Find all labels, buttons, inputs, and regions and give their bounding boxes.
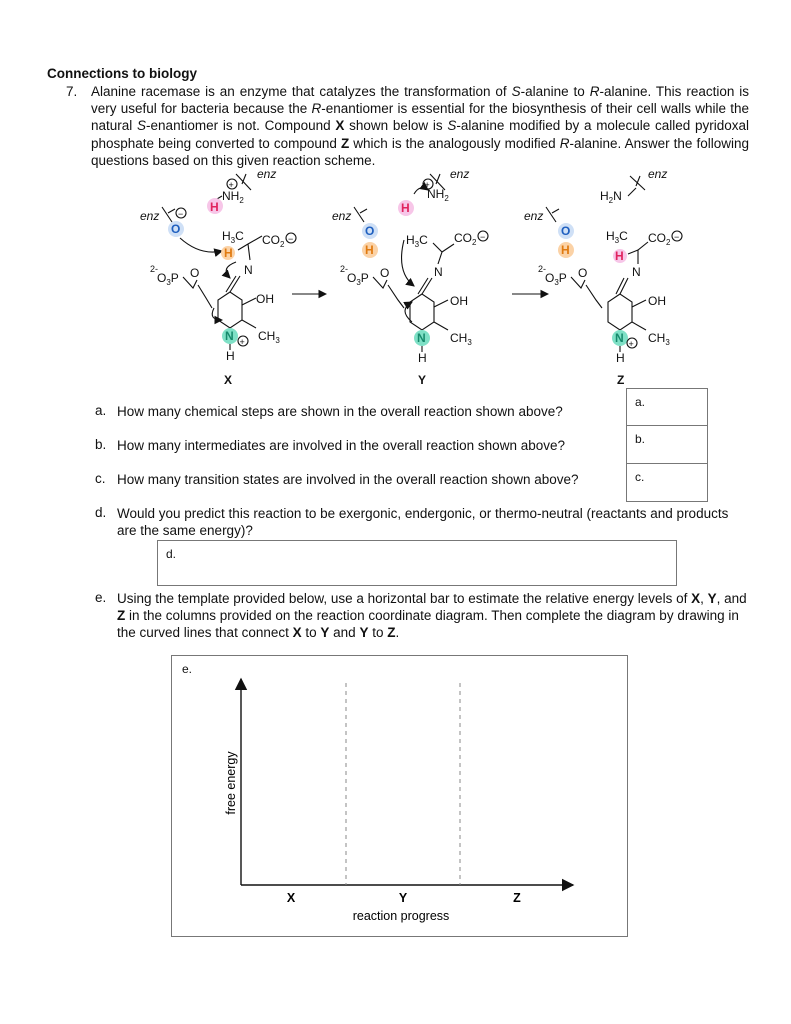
svg-text:H: H [226,349,235,363]
reaction-coordinate-diagram [171,655,627,936]
svg-text:H: H [616,351,625,365]
svg-text:enz: enz [648,167,668,181]
structure-z [524,167,682,387]
x-tick-y: Y [398,891,408,905]
svg-text:CH3: $CH_3$ [258,329,280,345]
question-c-text: How many transition states are involved in the overall reaction shown above? [117,472,579,487]
svg-text:H: H [365,243,374,257]
svg-text:2-: 2- [150,264,159,274]
svg-text:NH2: $NH_2$ [427,187,449,203]
svg-text:−: − [480,232,486,242]
svg-text:O3P: $O_3P$ [347,271,369,287]
svg-text:H: H [561,243,570,257]
question-e-text: Using the template provided below, use a horizontal bar to estimate the relative energy levels of X, Y, and Z in the columns provided on the reaction coordinate diagram. Then complete the diagram by drawing in the curved lines that connect X to Y and Y to Z. [117,591,747,640]
svg-text:N: N [632,265,641,279]
svg-text:+: + [228,180,234,190]
svg-text:−: − [288,234,294,244]
x-axis-label: reaction progress [352,909,450,923]
answer-e-diagram-box[interactable]: e. [171,655,628,937]
svg-text:CO2: $CO_2$ [648,231,671,247]
svg-text:+: + [239,337,245,347]
svg-text:OH: OH [256,292,274,306]
question-b-letter: b. [95,437,107,452]
svg-text:O3P: $O_3P$ [545,271,567,287]
svg-text:OH: OH [648,294,666,308]
svg-text:H: H [224,246,233,260]
question-a-text: How many chemical steps are shown in the overall reaction shown above? [117,404,563,419]
svg-text:H: H [615,249,624,263]
svg-text:OH: OH [450,294,468,308]
svg-text:O: O [578,266,588,280]
answer-d-field[interactable]: d. [157,540,677,586]
svg-text:H3C: $H_3C$ [606,229,628,245]
svg-text:enz: enz [450,167,470,181]
svg-text:N: N [417,331,426,345]
answer-box-abc [626,388,708,502]
svg-text:2-: 2- [340,264,349,274]
svg-text:O3P: $O_3P$ [157,271,179,287]
svg-text:enz: enz [140,209,160,223]
x-tick-z: Z [513,891,521,905]
svg-text:O: O [380,266,390,280]
svg-text:−: − [674,232,680,242]
question-d-letter: d. [95,505,107,520]
svg-text:H3C: $H_3C$ [406,233,428,249]
svg-text:O: O [365,224,375,238]
intro-paragraph: Alanine racemase is an enzyme that catalyzes the transformation of S-alanine to R-alanine. This reaction is very useful for bacteria because the R-enantiomer is essential for the biosynthesis of their cell walls while the natural S-enantiomer is not. Compound X shown below is S-alanine modified by a molecule called pyridoxal phosphate being converted to compound Z which is the analogously modified R-alanine. Answer the following questions based on this given reaction scheme. [91,84,750,168]
svg-text:NH2: $NH_2$ [222,189,244,205]
question-e-letter: e. [95,590,107,605]
svg-text:CH3: $CH_3$ [450,331,472,347]
answer-c-field[interactable]: c. [635,470,645,484]
svg-text:N: N [434,265,443,279]
label-x: X [224,373,233,387]
svg-text:CO2: $CO_2$ [454,231,477,247]
x-tick-x: X [286,891,296,905]
question-a-letter: a. [95,403,107,418]
svg-text:H3C: $H_3C$ [222,229,244,245]
answer-a-field[interactable]: a. [635,395,646,409]
svg-text:CO2: $CO_2$ [262,233,285,249]
svg-text:O: O [171,222,181,236]
svg-text:H2N: $H_2N$ [600,189,622,205]
svg-text:N: N [615,331,624,345]
svg-text:CH3: $CH_3$ [648,331,670,347]
answer-b-field[interactable]: b. [635,432,646,446]
reaction-scheme [0,160,791,392]
section-heading: Connections to biology [47,66,197,81]
svg-text:H: H [401,201,410,215]
svg-text:2-: 2- [538,264,547,274]
svg-text:O: O [561,224,571,238]
svg-text:+: + [628,339,634,349]
svg-text:enz: enz [332,209,352,223]
svg-text:−: − [178,209,184,219]
question-number: 7. [66,84,78,99]
question-b-text: How many intermediates are involved in the overall reaction shown above? [117,438,565,453]
y-axis-label: free energy [224,751,238,815]
svg-text:N: N [225,329,234,343]
svg-text:O: O [190,266,200,280]
label-z: Z [617,373,625,387]
svg-text:H: H [418,351,427,365]
svg-text:N: N [244,263,253,277]
question-c-letter: c. [95,471,106,486]
question-d-text: Would you predict this reaction to be exergonic, endergonic, or thermo-neutral (reactants and products are the same energy)? [117,506,729,538]
svg-text:+: + [424,180,430,190]
svg-text:enz: enz [524,209,544,223]
label-y: Y [418,373,427,387]
svg-text:H: H [210,200,219,214]
enz-label: enz [257,167,277,181]
structure-x [140,167,296,387]
structure-y [332,167,488,387]
